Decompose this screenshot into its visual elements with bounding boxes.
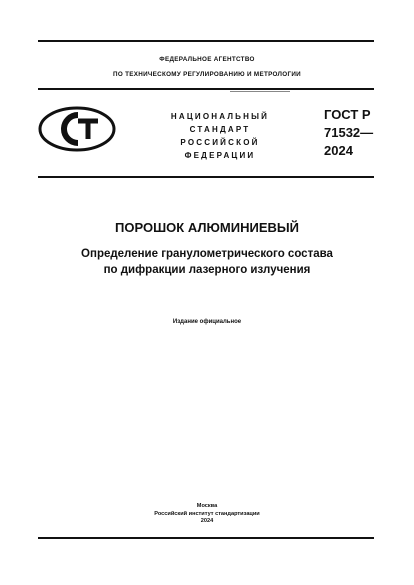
document-subtitle	[0, 246, 414, 278]
agency-name	[0, 56, 414, 63]
document-title: ПОРОШОК АЛЮМИНИЕВЫЙ	[115, 220, 299, 235]
top-rule	[38, 40, 374, 42]
publisher-imprint	[0, 503, 414, 526]
designation-line-1: ГОСТ Р	[324, 107, 371, 122]
agency-subtitle	[0, 71, 414, 78]
national-standard-line-3: РОССИЙСКОЙ	[180, 138, 260, 147]
designation-line-2: 71532—	[324, 125, 374, 140]
national-standard-line-1: НАЦИОНАЛЬНЫЙ	[170, 112, 270, 121]
designation-line-3: 2024	[324, 143, 353, 158]
bottom-rule	[38, 537, 374, 539]
divider-rule	[38, 176, 374, 178]
rst-certification-mark-icon	[38, 106, 116, 152]
imprint-city: Москва	[196, 503, 218, 509]
agency-line-2: ПО ТЕХНИЧЕСКОМУ РЕГУЛИРОВАНИЮ И МЕТРОЛОГИИ	[113, 71, 301, 78]
imprint-year: 2024	[200, 518, 214, 524]
subtitle-line-2: по дифракции лазерного излучения	[103, 264, 311, 276]
imprint-institute: Российский институт стандартизации	[154, 510, 260, 517]
agency-line-1: ФЕДЕРАЛЬНОЕ АГЕНТСТВО	[159, 56, 255, 63]
standard-designation	[324, 106, 404, 160]
national-standard-line-2: СТАНДАРТ	[189, 125, 251, 134]
header-rule-thin	[230, 91, 290, 92]
national-standard-block	[150, 110, 290, 162]
official-edition-label: Издание официальное	[172, 319, 242, 325]
national-standard-line-4: ФЕДЕРАЦИИ	[184, 151, 256, 160]
header-rule	[38, 88, 374, 90]
subtitle-line-1: Определение гранулометрического состава	[81, 248, 333, 260]
